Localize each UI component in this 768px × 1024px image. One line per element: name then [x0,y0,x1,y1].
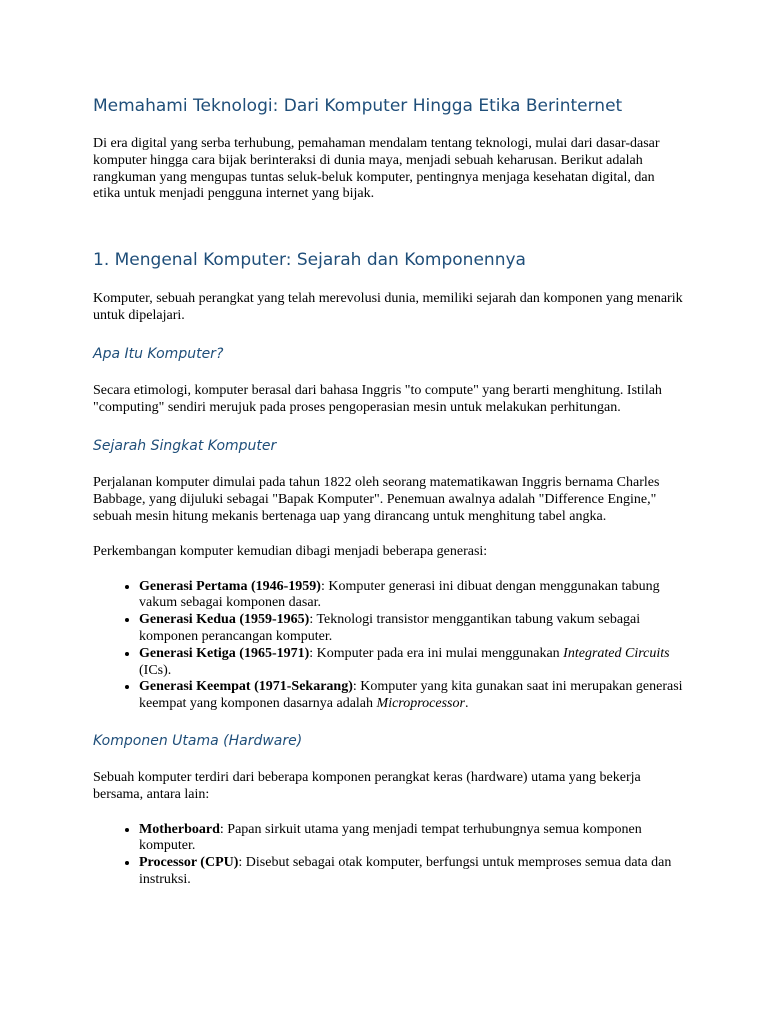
hardware-heading: Komponen Utama (Hardware) [93,732,303,749]
hardware-list [93,822,683,889]
generation-label: Generasi Keempat (1971-Sekarang) [139,679,353,695]
list-item: • Generasi Kedua (1959-1965): Teknologi transistor menggantikan tabung vakum sebagai komponen perancangan komputer. [139,612,683,646]
list-item: • Generasi Pertama (1946-1959): Komputer generasi ini dibuat dengan menggunakan tabung vakum sebagai komponen dasar. [139,579,683,613]
section-1-intro: Komputer, sebuah perangkat yang telah merevolusi dunia, memiliki sejarah dan komponen yang menarik untuk dipelajari. [93,291,683,323]
hardware-label: Processor (CPU) [139,855,239,871]
what-is-computer-text: Secara etimologi, komputer berasal dari bahasa Inggris "to compute" yang berarti menghitung. Istilah "computing" sendiri merujuk pada proses pengoperasian mesin untuk melakukan perhitungan. [93,382,662,415]
intro-paragraph: Di era digital yang serba terhubung, pemahaman mendalam tentang teknologi, mulai dari dasar-dasar komputer hingga cara bijak berinteraksi di dunia maya, menjadi sebuah keharusan. Berikut adalah rangkuman yang mengupas tuntas seluk-beluk komputer, pentingnya menjaga kesehatan digital, dan etika untuk menjadi pengguna internet yang bijak. [93,136,660,202]
generation-label: Generasi Ketiga (1965-1971) [139,645,310,661]
section-1-heading: 1. Mengenal Komputer: Sejarah dan Komponennya [93,250,526,271]
generation-label: Generasi Pertama (1946-1959) [139,578,321,594]
history-heading: Sejarah Singkat Komputer [93,438,277,455]
document-content [93,95,683,907]
list-item: • Motherboard: Papan sirkuit utama yang menjadi tempat terhubungnya semua komponen komputer. [139,822,683,856]
list-item: • Processor (CPU): Disebut sebagai otak komputer, berfungsi untuk memproses semua data dan instruksi. [139,855,683,889]
hardware-intro: Sebuah komputer terdiri dari beberapa komponen perangkat keras (hardware) utama yang bekerja bersama, antara lain: [93,769,641,802]
generation-label: Generasi Kedua (1959-1965) [139,612,310,628]
generation-list [93,579,683,713]
list-item: • Generasi Ketiga (1965-1971): Komputer pada era ini mulai menggunakan Integrated Circuits (ICs). [139,646,683,680]
list-item: • Generasi Keempat (1971-Sekarang): Komputer yang kita gunakan saat ini merupakan generasi keempat yang komponen dasarnya adalah Microprocessor. [139,679,683,713]
page-title: Memahami Teknologi: Dari Komputer Hingga Etika Berinternet [93,96,623,116]
history-paragraph-2: Perkembangan komputer kemudian dibagi menjadi beberapa generasi: [93,543,488,559]
history-paragraph-1: Perjalanan komputer dimulai pada tahun 1822 oleh seorang matematikawan Inggris bernama Charles Babbage, yang dijuluki sebagai "Bapak Komputer". Penemuan awalnya adalah "Difference Engine," sebuah mesin hitung mekanis bertenaga uap yang dirancang untuk menghitung tabel angka. [93,475,660,524]
what-is-computer-heading: Apa Itu Komputer? [93,345,224,362]
hardware-label: Motherboard [139,821,220,837]
